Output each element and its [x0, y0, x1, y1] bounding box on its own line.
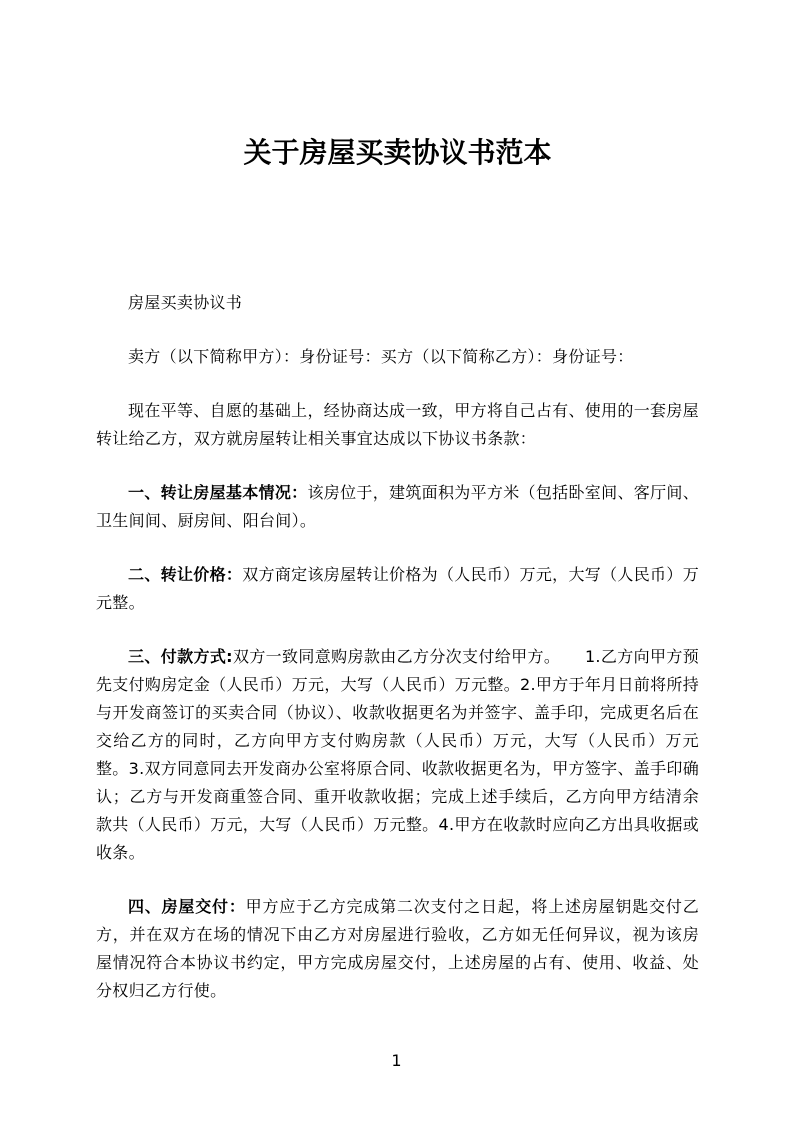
clause-lead: 一、转让房屋基本情况： [128, 483, 308, 502]
clause-lead: 四、房屋交付： [128, 897, 246, 916]
paragraph-text: 双方一致同意购房款由乙方分次支付给甲方。 1.乙方向甲方预先支付购房定金（人民币）万元，大写（人民币）万元整。2.甲方于年月日前将所持与开发商签订的买卖合同（协议）、收款收据更名为并签字、盖手印，完成更名后在交给乙方的同时，乙方向甲方支付购房款（人民币）万元，大写（人民币）万元整。3.双方同意同去开发商办公室将原合同、收款收据更名为，甲方签字、盖手印确认；乙方与开发商重签合同、重开收款收据；完成上述手续后，乙方向甲方结清余款共（人民币）万元，大写（人民币）万元整。4.甲方在收款时应向乙方出具收据或收条。 [96, 647, 699, 862]
clause-3-payment-method [96, 643, 699, 867]
clause-1-house-basic-info [96, 479, 699, 535]
page-number: 1 [391, 1051, 402, 1070]
paragraph-text: 卖方（以下简称甲方）：身份证号：买方（以下简称乙方）：身份证号： [128, 347, 634, 366]
clause-lead: 二、转让价格： [128, 565, 243, 584]
paragraph-parties [96, 343, 699, 371]
paragraph-preamble [96, 397, 699, 453]
clause-lead: 三、付款方式: [128, 647, 233, 666]
paragraph-text: 现在平等、自愿的基础上，经协商达成一致，甲方将自己占有、使用的一套房屋转让给乙方，双方就房屋转让相关事宜达成以下协议书条款： [96, 401, 699, 448]
paragraph-doc-heading [96, 289, 699, 317]
paragraph-text: 该房位于，建筑面积为平方米（包括卧室间、客厅间、卫生间间、厨房间、阳台间）。 [96, 483, 699, 530]
paragraph-text: 甲方应于乙方完成第二次支付之日起，将上述房屋钥匙交付乙方，并在双方在场的情况下由乙方对房屋进行验收，乙方如无任何异议，视为该房屋情况符合本协议书约定，甲方完成房屋交付，上述房屋的占有、使用、收益、处分权归乙方行使。 [96, 897, 699, 1000]
paragraph-text: 房屋买卖协议书 [128, 293, 243, 312]
clause-2-transfer-price [96, 561, 699, 617]
clause-4-house-delivery [96, 893, 699, 1005]
document-title: 关于房屋买卖协议书范本 [243, 136, 552, 169]
paragraph-text: 双方商定该房屋转让价格为（人民币）万元，大写（人民币）万元整。 [96, 565, 699, 612]
